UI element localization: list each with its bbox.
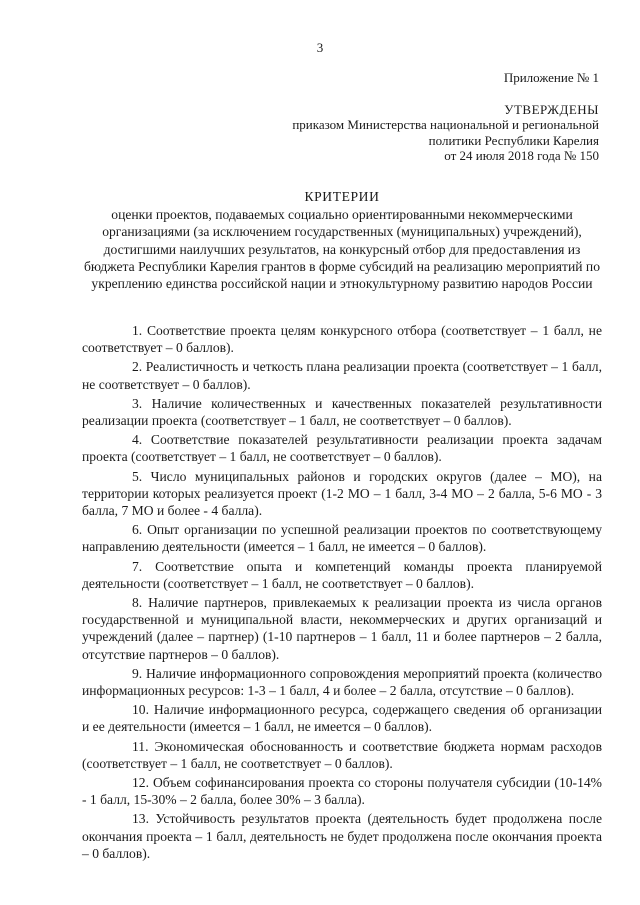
criterion-item: 6. Опыт организации по успешной реализации проектов по соответствующему направлению деятельности (имеется – 1 балл, не имеется – 0 баллов).: [82, 522, 602, 555]
criterion-item: 11. Экономическая обоснованность и соответствие бюджета нормам расходов (соответствует – 1 балл, не соответствует – 0 баллов).: [82, 738, 602, 771]
criterion-item: 3. Наличие количественных и качественных показателей результативности реализации проекта (соответствует – 1 балл, не соответствует – 0 баллов).: [82, 395, 602, 429]
approval-order-line: приказом Министерства национальной и региональной: [292, 117, 599, 132]
page-number: 3: [316, 40, 324, 55]
criterion-item: 7. Соответствие опыта и компетенций команды проекта планируемой деятельности (соответствует – 1 балл, не соответствует – 0 баллов).: [82, 558, 602, 591]
criterion-item: 8. Наличие партнеров, привлекаемых к реализации проекта из числа органов государственной и муниципальной власти, некоммерческих и других организаций и учреждений (далее – партнер) (1-10 партнеров – 1 балл, 11 и более партнеров – 2 балла, отсутствие партнеров – 0 баллов).: [82, 595, 602, 662]
approval-ministry-line: политики Республики Карелия: [428, 132, 599, 148]
document-heading: [82, 188, 602, 292]
approved-label: УТВЕРЖДЕНЫ: [504, 101, 599, 117]
document-subtitle: оценки проектов, подаваемых социально ориентированными некоммерческими организациями (за исключением государственных (муниципальных) учреждений), достигшими наилучших результатов, на конкурсный отбор для предоставления из бюджета Республики Карелия грантов в форме субсидий на реализацию мероприятий по укреплению единства российской нации и этнокультурному развитию народов России: [83, 207, 600, 292]
document-title: КРИТЕРИИ: [304, 189, 380, 204]
criterion-item: 12. Объем софинансирования проекта со стороны получателя субсидии (10-14% - 1 балл, 15-30% – 2 балла, более 30% – 3 балла).: [82, 775, 602, 808]
criterion-item: 9. Наличие информационного сопровождения мероприятий проекта (количество информационных ресурсов: 1-3 – 1 балл, 4 и более – 2 балла, отсутствие – 0 баллов).: [82, 665, 602, 699]
criterion-item: 2. Реалистичность и четкость плана реализации проекта (соответствует – 1 балл, не соответствует – 0 баллов).: [82, 359, 602, 392]
criterion-item: 1. Соответствие проекта целям конкурсного отбора (соответствует – 1 балл, не соответствует – 0 баллов).: [82, 323, 602, 356]
criterion-item: 10. Наличие информационного ресурса, содержащего сведения об организации и ее деятельности (имеется – 1 балл, не имеется – 0 баллов).: [82, 702, 602, 735]
criteria-list: [82, 322, 602, 864]
criterion-item: 5. Число муниципальных районов и городских округов (далее – МО), на территории которых реализуется проект (1-2 МО – 1 балл, 3-4 МО – 2 балла, 5-6 МО - 3 балла, 7 МО и более - 4 балла).: [82, 468, 602, 519]
approval-block: [292, 70, 599, 164]
approval-date-line: от 24 июля 2018 года № 150: [444, 148, 599, 163]
annex-label: Приложение № 1: [503, 70, 599, 85]
criterion-item: 4. Соответствие показателей результативности реализации проекта задачам проекта (соответствует – 1 балл, не соответствует – 0 баллов).: [82, 432, 602, 465]
criterion-item: 13. Устойчивость результатов проекта (деятельность будет продолжена после окончания проекта – 1 балл, деятельность не будет продолжена после окончания проекта – 0 баллов).: [82, 811, 602, 861]
